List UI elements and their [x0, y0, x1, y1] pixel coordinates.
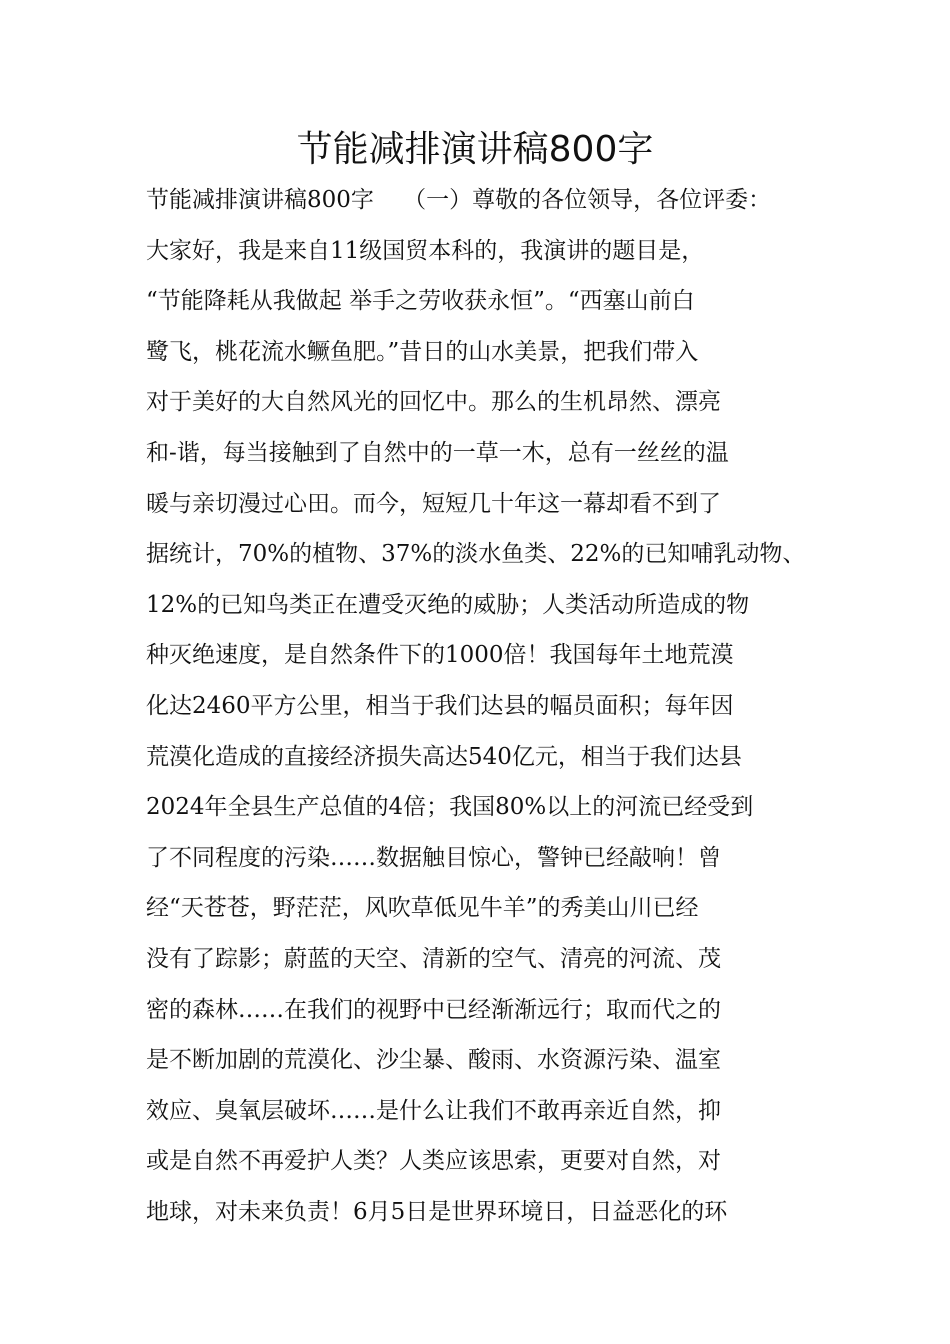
body-line: 经“天苍苍，野茫茫，风吹草低见牛羊”的秀美山川已经 [146, 895, 699, 922]
body-line: “节能降耗从我做起 举手之劳收获永恒”。“西塞山前白 [146, 288, 695, 315]
body-line: 暖与亲切漫过心田。而今，短短几十年这一幕却看不到了 [146, 490, 721, 517]
body-line: 或是自然不再爱护人类？人类应该思索，更要对自然，对 [146, 1148, 721, 1175]
body-line: 2024年全县生产总值的4倍；我国80%以上的河流已经受到 [146, 794, 754, 821]
body-line: 和-谐，每当接触到了自然中的一草一木，总有一丝丝的温 [146, 439, 729, 466]
body-line: 12%的已知鸟类正在遭受灭绝的威胁；人类活动所造成的物 [146, 591, 750, 618]
body-line: 种灭绝速度，是自然条件下的1000倍！我国每年土地荒漠 [146, 642, 734, 669]
body-line: 化达2460平方公里，相当于我们达县的幅员面积；每年因 [146, 692, 734, 719]
body-line: 鹭飞，桃花流水鳜鱼肥。”昔日的山水美景，把我们带入 [146, 338, 699, 365]
document-body [146, 175, 846, 1237]
body-line: 效应、臭氧层破坏……是什么让我们不敢再亲近自然，抑 [146, 1097, 721, 1124]
body-line: 荒漠化造成的直接经济损失高达540亿元，相当于我们达县 [146, 743, 742, 770]
document-title: 节能减排演讲稿800字 [296, 129, 654, 170]
body-line: 地球，对未来负责！6月5日是世界环境日，日益恶化的环 [146, 1198, 728, 1225]
body-line: 对于美好的大自然风光的回忆中。那么的生机昂然、漂亮 [146, 389, 721, 416]
body-line: 没有了踪影；蔚蓝的天空、清新的空气、清亮的河流、茂 [146, 945, 721, 972]
body-line: 据统计，70%的植物、37%的淡水鱼类、22%的已知哺乳动物、 [146, 541, 806, 568]
body-line: 了不同程度的污染……数据触目惊心，警钟已经敲响！曾 [146, 844, 721, 871]
body-line: 大家好，我是来自11级国贸本科的，我演讲的题目是， [146, 237, 705, 264]
body-line: 密的森林……在我们的视野中已经渐渐远行；取而代之的 [146, 996, 721, 1023]
body-line: 节能减排演讲稿800字 （一）尊敬的各位领导，各位评委： [146, 187, 772, 213]
body-line: 是不断加剧的荒漠化、沙尘暴、酸雨、水资源污染、温室 [146, 1047, 721, 1074]
